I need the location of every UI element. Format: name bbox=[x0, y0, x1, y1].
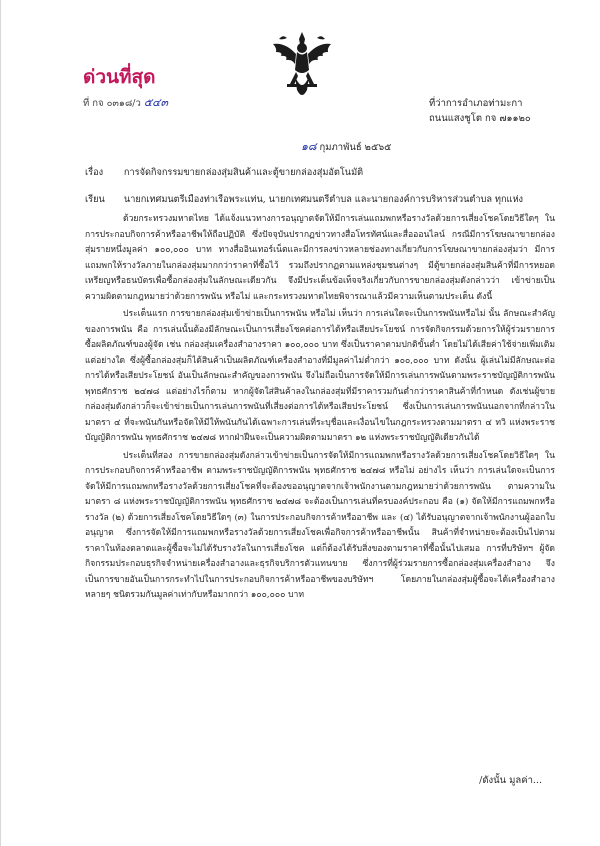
document-number bbox=[83, 93, 168, 111]
letter-body bbox=[85, 212, 555, 604]
continuation-note: /ดังนั้น มูลค่า... bbox=[479, 775, 542, 786]
body-paragraph: ประเด็นแรก การขายกล่องสุ่มเข้าข่ายเป็นการพนัน หรือไม่ เห็นว่า การเล่นใดจะเป็นการพนันหรือไม่ นั้น ลักษณะสำคัญของการพนัน คือ การเล่นนั้นต้องมีลักษณะเป็นการเสี่ยงโชคต่อการได้หรือเสียประโยชน์ การจัดกิจกรรมด้วยการให้ผู้ร่วมรายการซื้อผลิตภัณฑ์ของผู้จัด เช่น กล่องสุ่มเครื่องสำอางราคา ๑๐๐,๐๐๐ บาท ซึ่งเป็นราคาตามปกติขั้นต่ำ โดยไม่ได้เสียค่าใช้จ่ายเพิ่มเติมแต่อย่างใด ซึ่งผู้ซื้อกล่องสุ่มก็ได้สินค้าเป็นผลิตภัณฑ์เครื่องสำอางที่มีมูลค่าไม่ต่ำกว่า ๑๐๐,๐๐๐ บาท ดังนั้น ผู้เล่นไม่มีลักษณะต่อการได้หรือเสียประโยชน์ อันเป็นลักษณะสำคัญของการพนัน จึงไม่ถือเป็นการจัดให้มีการเล่นการพนันตามพระราชบัญญัติการพนัน พุทธศักราช ๒๔๗๘ แต่อย่างไรก็ตาม หากผู้จัดใส่สินค้าลงในกล่องสุ่มที่มีราคารวมกันต่ำกว่าราคาสินค้าที่กำหนด ดังเช่นผู้ขายกล่องสุ่มดังกล่าวก็จะเข้าข่ายเป็นการเล่นการพนันที่เสี่ยงต่อการได้หรือเสียประโยชน์ ซึ่งเป็นการเล่นการพนันนอกจากที่กล่าวในมาตรา ๔ ที่จะพนันกันหรือจัดให้มีให้พนันกันได้เฉพาะการเล่นที่ระบุชื่อและเงื่อนไขในกฎกระทรวงตามมาตรา ๔ ทวิ แห่งพระราชบัญญัติการพนัน พุทธศักราช ๒๔๗๘ หากฝ่าฝืนจะเป็นความผิดตามมาตรา ๑๒ แห่งพระราชบัญญัติเดียวกันได้ bbox=[85, 309, 555, 443]
office-address bbox=[429, 96, 569, 126]
body-paragraph: ประเด็นที่สอง การขายกล่องสุ่มดังกล่าวเข้าข่ายเป็นการจัดให้มีการแถมพกหรือรางวัลด้วยการเสี่ยงโชคโดยวิธีใดๆ ในการประกอบกิจการค้าหรืออาชีพ ตามพระราชบัญญัติการพนัน พุทธศักราช ๒๔๗๘ หรือไม่ อย่างไร เห็นว่า การเล่นใดจะเป็นการจัดให้มีการแถมพกหรือรางวัลด้วยการเสี่ยงโชคที่จะต้องขออนุญาตจากเจ้าพนักงานตามกฎหมายว่าด้วยการพนัน ตามความในมาตรา ๘ แห่งพระราชบัญญัติการพนัน พุทธศักราช ๒๔๗๘ จะต้องเป็นการเล่นที่ครบองค์ประกอบ คือ (๑) จัดให้มีการแถมพกหรือรางวัล (๒) ด้วยการเสี่ยงโชคโดยวิธีใดๆ (๓) ในการประกอบกิจการค้าหรืออาชีพ และ (๔) ได้รับอนุญาตจากเจ้าพนักงานผู้ออกใบอนุญาต ซึ่งการจัดให้มีการแถมพกหรือรางวัลด้วยการเสี่ยงโชคเพื่อกิจการค้าหรืออาชีพนั้น สินค้าที่จำหน่ายจะต้องเป็นไปตามราคาในท้องตลาดและผู้ซื้อจะไม่ได้รับรางวัลในการเสี่ยงโชค แต่ก็ต้องได้รับสิ่งของตามราคาที่ซื้อนั้นไปเสมอ การที่บริษัทฯ ผู้จัดกิจกรรมประกอบธุรกิจจำหน่ายเครื่องสำอางและธุรกิจบริการตัวแทนขาย ซึ่งการที่ผู้ร่วมรายการซื้อกล่องสุ่มเครื่องสำอาง จึงเป็นการขายอันเป็นการกระทำไปในการประกอบกิจการค้าหรืออาชีพของบริษัทฯ โดยภายในกล่องสุ่มผู้ซื้อจะได้เครื่องสำอางหลายๆ ชนิดรวมกันมูลค่าเท่ากับหรือมากกว่า ๑๐๐,๐๐๐ บาท bbox=[85, 450, 555, 600]
document-number-handwritten: ๕๔๓ bbox=[143, 96, 169, 109]
document-number-prefix: ที่ กจ ๐๓๑๘/ว bbox=[83, 98, 141, 109]
urgent-stamp: ด่วนที่สุด bbox=[83, 66, 156, 88]
date-month-year: กุมภาพันธ์ ๒๕๖๕ bbox=[319, 142, 392, 153]
document-date bbox=[301, 137, 391, 155]
body-paragraph: ด้วยกระทรวงมหาดไทย ได้แจ้งแนวทางการอนุญาตจัดให้มีการเล่นแถมพกหรือรางวัลด้วยการเสี่ยงโชคโดยวิธีใดๆ ในการประกอบกิจการค้าหรืออาชีพให้ถือปฏิบัติ ซึ่งปัจจุบันปรากฏข่าวทางสื่อโทรทัศน์และสื่อออนไลน์ กรณีมีการโฆษณาขายกล่องสุ่มรายหนึ่งมูลค่า ๑๐๐,๐๐๐ บาท ทางสื่ออินเทอร์เน็ตและมีการลงข่าวหลายช่องทางเกี่ยวกับการโฆษณาขายกล่องสุ่มว่า มีการแถมพกให้รางวัลภายในกล่องสุ่มมากกว่าราคาที่ซื้อไว้ รวมถึงปรากฏตามแหล่งชุมชนต่างๆ มีตู้ขายกล่องสุ่มสินค้าที่มีการหยอดเหรียญหรือธนบัตรเพื่อซื้อกล่องสุ่มในลักษณะเดียวกัน จึงมีประเด็นข้อเท็จจริงเกี่ยวกับการขายกล่องสุ่มดังกล่าวว่า เข้าข่ายเป็นความผิดตามกฎหมายว่าด้วยการพนัน หรือไม่ และกระทรวงมหาดไทยพิจารณาแล้วมีความเห็นตามประเด็น ดังนี้ bbox=[85, 214, 555, 302]
office-address-line: ที่ว่าการอำเภอท่ามะกา bbox=[429, 98, 523, 109]
recipient-line bbox=[85, 192, 523, 207]
office-address-line: ถนนแสงชูโต กจ ๗๑๑๒๐ bbox=[429, 113, 531, 124]
recipient-text: นายกเทศมนตรีเมืองท่าเรือพระแท่น, นายกเทศมนตรีตำบล และนายกองค์การบริหารส่วนตำบล ทุกแห่ง bbox=[123, 194, 523, 205]
subject-label: เรื่อง bbox=[85, 167, 104, 178]
recipient-label: เรียน bbox=[85, 194, 105, 205]
date-day-handwritten: ๑๘ bbox=[301, 140, 317, 153]
subject-line bbox=[85, 165, 363, 180]
garuda-emblem-icon bbox=[269, 30, 335, 102]
subject-text: การจัดกิจกรรมขายกล่องสุ่มสินค้าและตู้ขายกล่องสุ่มอัตโนมัติ bbox=[123, 167, 364, 178]
